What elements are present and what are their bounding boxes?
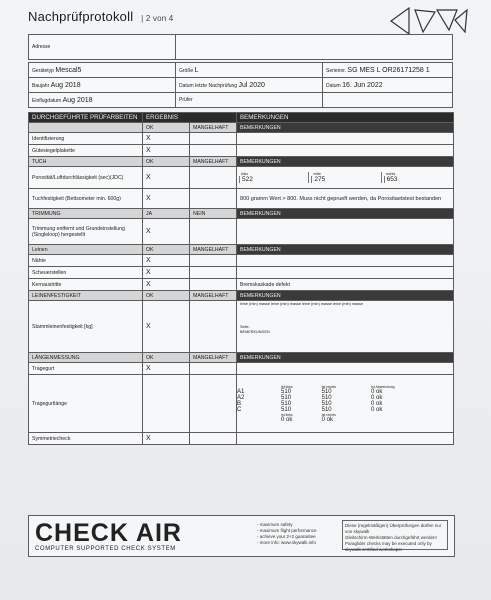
remarks-label: BEMERKUNGEN — [237, 353, 454, 363]
riser-deviation: 0 ok — [371, 406, 383, 413]
remarks-label: BEMERKUNGEN — [237, 157, 454, 167]
table-row — [29, 189, 454, 209]
ok-label: OK — [143, 245, 190, 255]
table-row — [29, 145, 454, 157]
size-cell — [176, 63, 323, 78]
row-seams: Nähte — [29, 255, 143, 267]
page-title — [28, 9, 173, 24]
blank-cell — [190, 267, 237, 279]
row-main-line-strength: Stammleinenfestigkeit [kg] — [29, 301, 143, 353]
ok-label: OK — [143, 157, 190, 167]
firstuse-value: Aug 2018 — [62, 96, 93, 104]
table-row — [29, 167, 454, 189]
section-cloth: TUCH — [29, 157, 143, 167]
defective-label: MANGELHAFT — [190, 123, 237, 133]
remarks-label: BEMERKUNGEN — [237, 123, 454, 133]
yes-mark: X — [143, 219, 190, 245]
riser-deviation: 0 ok — [371, 388, 383, 395]
riser-deviation: 0 ok — [371, 394, 383, 401]
riser-right-label: Ist rechts — [321, 384, 336, 389]
title-text: Nachprüfprotokoll — [28, 9, 134, 24]
blank-cell — [190, 433, 237, 445]
cloth-strength-note: 800 gramm Wert > 800. Muss nicht geprueft werden, da Porositaetstest bestanden — [237, 189, 454, 209]
section-row-cloth — [29, 157, 454, 167]
table-row — [29, 375, 454, 433]
riser-left: 510 — [281, 388, 292, 395]
riser-name-col — [237, 417, 281, 423]
blank-cell — [29, 123, 143, 133]
porosity-middle — [308, 172, 380, 183]
notice-line: skywalk certified workshops! — [345, 547, 402, 552]
tester-cell — [176, 93, 323, 108]
ok-mark: X — [143, 363, 190, 375]
porosity-left-value: 522 — [239, 176, 308, 183]
table-row — [29, 219, 454, 245]
subheader-row — [29, 123, 454, 133]
row-quality-seal: Gütesiegelplakette — [29, 145, 143, 157]
no-label: NEIN — [190, 209, 237, 219]
brand-subtitle: COMPUTER SUPPORTED CHECK SYSTEM — [35, 546, 176, 552]
triangle-logo-icon — [389, 6, 469, 36]
blank-cell — [190, 133, 237, 145]
lastcheck-label: Datum letzte Nachprüfung — [179, 82, 238, 89]
notice-line: Diese (regelmäßigen) Überprüfungen dürfen nur von skywalk — [345, 523, 442, 534]
notice-line: Paraglider checks may be executed only by — [345, 541, 432, 546]
porosity-values — [237, 167, 454, 189]
size-label: Größe — [179, 67, 194, 74]
blank-cell — [237, 133, 454, 145]
section-row-lines — [29, 245, 454, 255]
porosity-middle-label: mitte — [313, 172, 321, 176]
riser-left-label: Ist links — [281, 384, 293, 389]
ok-label: OK — [143, 353, 190, 363]
riser-name: A2 — [237, 394, 245, 401]
core-exposure-note: Bremskaskade defekt — [237, 279, 454, 291]
tester-label: Prüfer — [179, 97, 193, 103]
section-line-strength: LEINENFESTIGKEIT — [29, 291, 143, 301]
table-row — [29, 433, 454, 445]
ok-mark: X — [143, 279, 190, 291]
bought-value: Aug 2018 — [50, 81, 81, 89]
model-value: Mescal5 — [55, 66, 82, 74]
riser-bottom-left: 0 ok — [281, 416, 293, 423]
row-abrasion: Scheuerstellen — [29, 267, 143, 279]
lastcheck-value: Jul 2020 — [238, 81, 265, 89]
model-cell — [29, 63, 176, 78]
serial-label: Seriennr. — [326, 67, 347, 74]
table-row — [29, 363, 454, 375]
table-row — [29, 279, 454, 291]
riser-name: A1 — [237, 388, 245, 395]
riser-bottom-left-label: Ist links — [281, 412, 293, 417]
date-cell — [323, 78, 453, 93]
model-label: Gerätetyp — [32, 67, 54, 74]
date-label: Datum — [326, 82, 341, 89]
page-number-value: 2 von 4 — [145, 14, 174, 23]
blank-cell — [190, 301, 237, 353]
ok-mark: X — [143, 133, 190, 145]
riser-deviation: 0 ok — [371, 400, 383, 407]
blank-cell — [237, 267, 454, 279]
serial-cell — [323, 63, 453, 78]
ok-mark: X — [143, 301, 190, 353]
footer-notice — [342, 520, 448, 550]
section-row-length — [29, 353, 454, 363]
benefit-line: - maximum flight performance — [257, 528, 317, 533]
section-row-trim — [29, 209, 454, 219]
blank-cell — [190, 167, 237, 189]
defective-label: MANGELHAFT — [190, 353, 237, 363]
porosity-right-label: rechts — [385, 172, 396, 176]
footer — [28, 515, 455, 557]
footer-benefits — [257, 522, 317, 546]
line-strength-spacer — [240, 307, 450, 325]
device-info-block — [28, 62, 453, 108]
col-header-result: ERGEBNIS — [143, 113, 237, 123]
riser-bottom-right: 0 ok — [321, 416, 333, 423]
table-header-row — [29, 113, 454, 123]
ok-mark: X — [143, 167, 190, 189]
riser-left: 510 — [281, 400, 292, 407]
serial-value: SG MES L OR26171258 1 — [347, 66, 430, 74]
row-riser-length: Tragegurtlänge — [29, 375, 143, 433]
blank-cell — [190, 279, 237, 291]
riser-deviation-col — [371, 417, 453, 423]
line-strength-detail — [237, 301, 454, 353]
riser-left: 510 — [281, 406, 292, 413]
ok-label: OK — [143, 123, 190, 133]
date-value: 16. Jun 2022 — [342, 81, 383, 89]
notice-line: Gleitschirm-Werkstätten durchgeführt werden! — [345, 535, 437, 540]
blank-cell — [190, 363, 237, 375]
col-header-remarks: BEMERKUNGEN — [237, 113, 454, 123]
blank-cell — [237, 363, 454, 375]
blank-cell — [190, 145, 237, 157]
check-table — [28, 112, 454, 445]
riser-right: 510 — [321, 406, 332, 413]
row-cloth-strength: Tuchfestigkeit (Bettsometer min. 600g) — [29, 189, 143, 209]
empty-cell — [323, 93, 453, 108]
page-number: | 2 von 4 — [141, 14, 174, 23]
ok-mark: X — [143, 189, 190, 209]
blank-cell — [143, 375, 190, 433]
remarks-label: BEMERKUNGEN — [237, 245, 454, 255]
riser-left: 510 — [281, 394, 292, 401]
defective-label: MANGELHAFT — [190, 157, 237, 167]
blank-cell — [237, 219, 454, 245]
yes-label: JA — [143, 209, 190, 219]
riser-length-values — [237, 375, 454, 433]
defective-label: MANGELHAFT — [190, 245, 237, 255]
porosity-middle-value: 275 — [311, 176, 380, 183]
benefit-line: - more info: www.skywalk.info — [257, 540, 317, 545]
line-strength-side: Seite: — [240, 325, 250, 329]
address-block — [28, 34, 453, 60]
riser-bottom-row — [237, 417, 453, 423]
bought-cell — [29, 78, 176, 93]
riser-name: C — [237, 406, 242, 413]
porosity-right — [381, 172, 453, 183]
riser-deviation-label: Ist Abweichung — [371, 384, 395, 389]
size-value: L — [194, 66, 199, 74]
row-symmetry: Symmetriecheck — [29, 433, 143, 445]
col-header-checks: DURCHGEFÜHRTE PRÜFARBEITEN — [29, 113, 143, 123]
ok-mark: X — [143, 255, 190, 267]
table-row — [29, 301, 454, 353]
blank-cell — [190, 375, 237, 433]
address-value — [176, 35, 453, 60]
firstuse-label: Einflugdatum — [32, 97, 62, 104]
section-row-line-strength — [29, 291, 454, 301]
ok-mark: X — [143, 433, 190, 445]
checkair-logo — [35, 521, 182, 552]
row-trim-reset: Trimmung entfernt und Grundeinstellung (Singleloop) hergestellt — [29, 219, 143, 245]
ok-mark: X — [143, 145, 190, 157]
blank-cell — [190, 189, 237, 209]
table-row — [29, 267, 454, 279]
lastcheck-cell — [176, 78, 323, 93]
riser-right: 510 — [321, 388, 332, 395]
brand-name: CHECK AIR — [35, 519, 182, 547]
row-identification: Identifizierung — [29, 133, 143, 145]
benefit-line: - maximum safety — [257, 522, 293, 527]
section-length: LÄNGENMESSUNG — [29, 353, 143, 363]
riser-length-table — [237, 385, 453, 423]
firstuse-cell — [29, 93, 176, 108]
blank-cell — [237, 145, 454, 157]
bought-label: Baujahr — [32, 82, 50, 89]
blank-cell — [190, 255, 237, 267]
remarks-label: BEMERKUNGEN — [237, 291, 454, 301]
section-trim: TRIMMUNG — [29, 209, 143, 219]
blank-cell — [237, 255, 454, 267]
table-row — [29, 133, 454, 145]
table-row — [29, 255, 454, 267]
section-lines: Leinen — [29, 245, 143, 255]
ok-label: OK — [143, 291, 190, 301]
row-riser: Tragegurt — [29, 363, 143, 375]
blank-cell — [190, 219, 237, 245]
row-porosity: Porosität/Luftdurchlässigkeit (sec)(JDC) — [29, 167, 143, 189]
porosity-left-label: links — [241, 172, 249, 176]
riser-bottom-right-label: Ist rechts — [321, 412, 336, 417]
row-core-exposure: Kernaustritte — [29, 279, 143, 291]
blank-cell — [237, 433, 454, 445]
porosity-right-value: 653 — [384, 176, 453, 183]
riser-name: B — [237, 400, 242, 407]
line-strength-header: leine (min) masse leine (min) masse leine (min) masse leine (min) masse — [240, 302, 364, 306]
benefit-line: - achieve your 2+2 guarantee — [257, 534, 316, 539]
ok-mark: X — [143, 267, 190, 279]
riser-right: 510 — [321, 400, 332, 407]
porosity-left — [237, 172, 308, 183]
address-label: Adresse — [29, 35, 176, 60]
remarks-label: BEMERKUNGEN — [237, 209, 454, 219]
defective-label: MANGELHAFT — [190, 291, 237, 301]
line-strength-remarks: BEMERKUNGEN — [240, 330, 270, 334]
riser-right: 510 — [321, 394, 332, 401]
